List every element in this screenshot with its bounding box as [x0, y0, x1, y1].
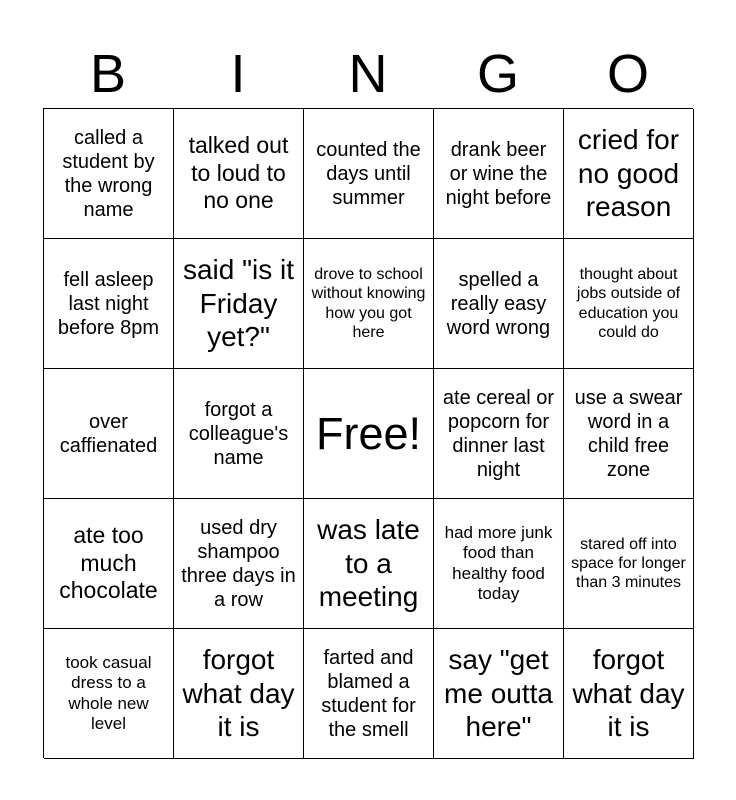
- bingo-cell[interactable]: had more junk food than healthy food today: [434, 499, 564, 629]
- header-letter-g: G: [476, 44, 519, 104]
- bingo-cell[interactable]: said "is it Friday yet?": [174, 239, 304, 369]
- bingo-cell[interactable]: spelled a really easy word wrong: [434, 239, 564, 369]
- header-letter-n: N: [348, 44, 388, 104]
- bingo-cell[interactable]: thought about jobs outside of education you could do: [564, 239, 694, 369]
- bingo-cell[interactable]: counted the days until summer: [304, 109, 434, 239]
- bingo-cell[interactable]: forgot a colleague's name: [174, 369, 304, 499]
- bingo-cell[interactable]: ate too much chocolate: [44, 499, 174, 629]
- bingo-cell[interactable]: stared off into space for longer than 3 minutes: [564, 499, 694, 629]
- bingo-cell[interactable]: forgot what day it is: [564, 629, 694, 759]
- bingo-cell[interactable]: farted and blamed a student for the smell: [304, 629, 434, 759]
- bingo-cell[interactable]: used dry shampoo three days in a row: [174, 499, 304, 629]
- bingo-cell[interactable]: cried for no good reason: [564, 109, 694, 239]
- header-letter-i: I: [230, 44, 246, 104]
- bingo-cell[interactable]: ate cereal or popcorn for dinner last night: [434, 369, 564, 499]
- bingo-cell[interactable]: use a swear word in a child free zone: [564, 369, 694, 499]
- bingo-header: [43, 40, 693, 108]
- bingo-cell[interactable]: forgot what day it is: [174, 629, 304, 759]
- bingo-cell[interactable]: fell asleep last night before 8pm: [44, 239, 174, 369]
- bingo-cell[interactable]: was late to a meeting: [304, 499, 434, 629]
- header-letter-b: B: [89, 44, 127, 104]
- bingo-cell[interactable]: took casual dress to a whole new level: [44, 629, 174, 759]
- bingo-cell[interactable]: talked out to loud to no one: [174, 109, 304, 239]
- bingo-cell[interactable]: over caffienated: [44, 369, 174, 499]
- bingo-cell[interactable]: called a student by the wrong name: [44, 109, 174, 239]
- bingo-cell[interactable]: say "get me outta here": [434, 629, 564, 759]
- bingo-board: [43, 108, 693, 758]
- free-space-cell[interactable]: Free!: [304, 369, 434, 499]
- header-letter-o: O: [606, 44, 649, 104]
- bingo-cell[interactable]: drove to school without knowing how you got here: [304, 239, 434, 369]
- bingo-cell[interactable]: drank beer or wine the night before: [434, 109, 564, 239]
